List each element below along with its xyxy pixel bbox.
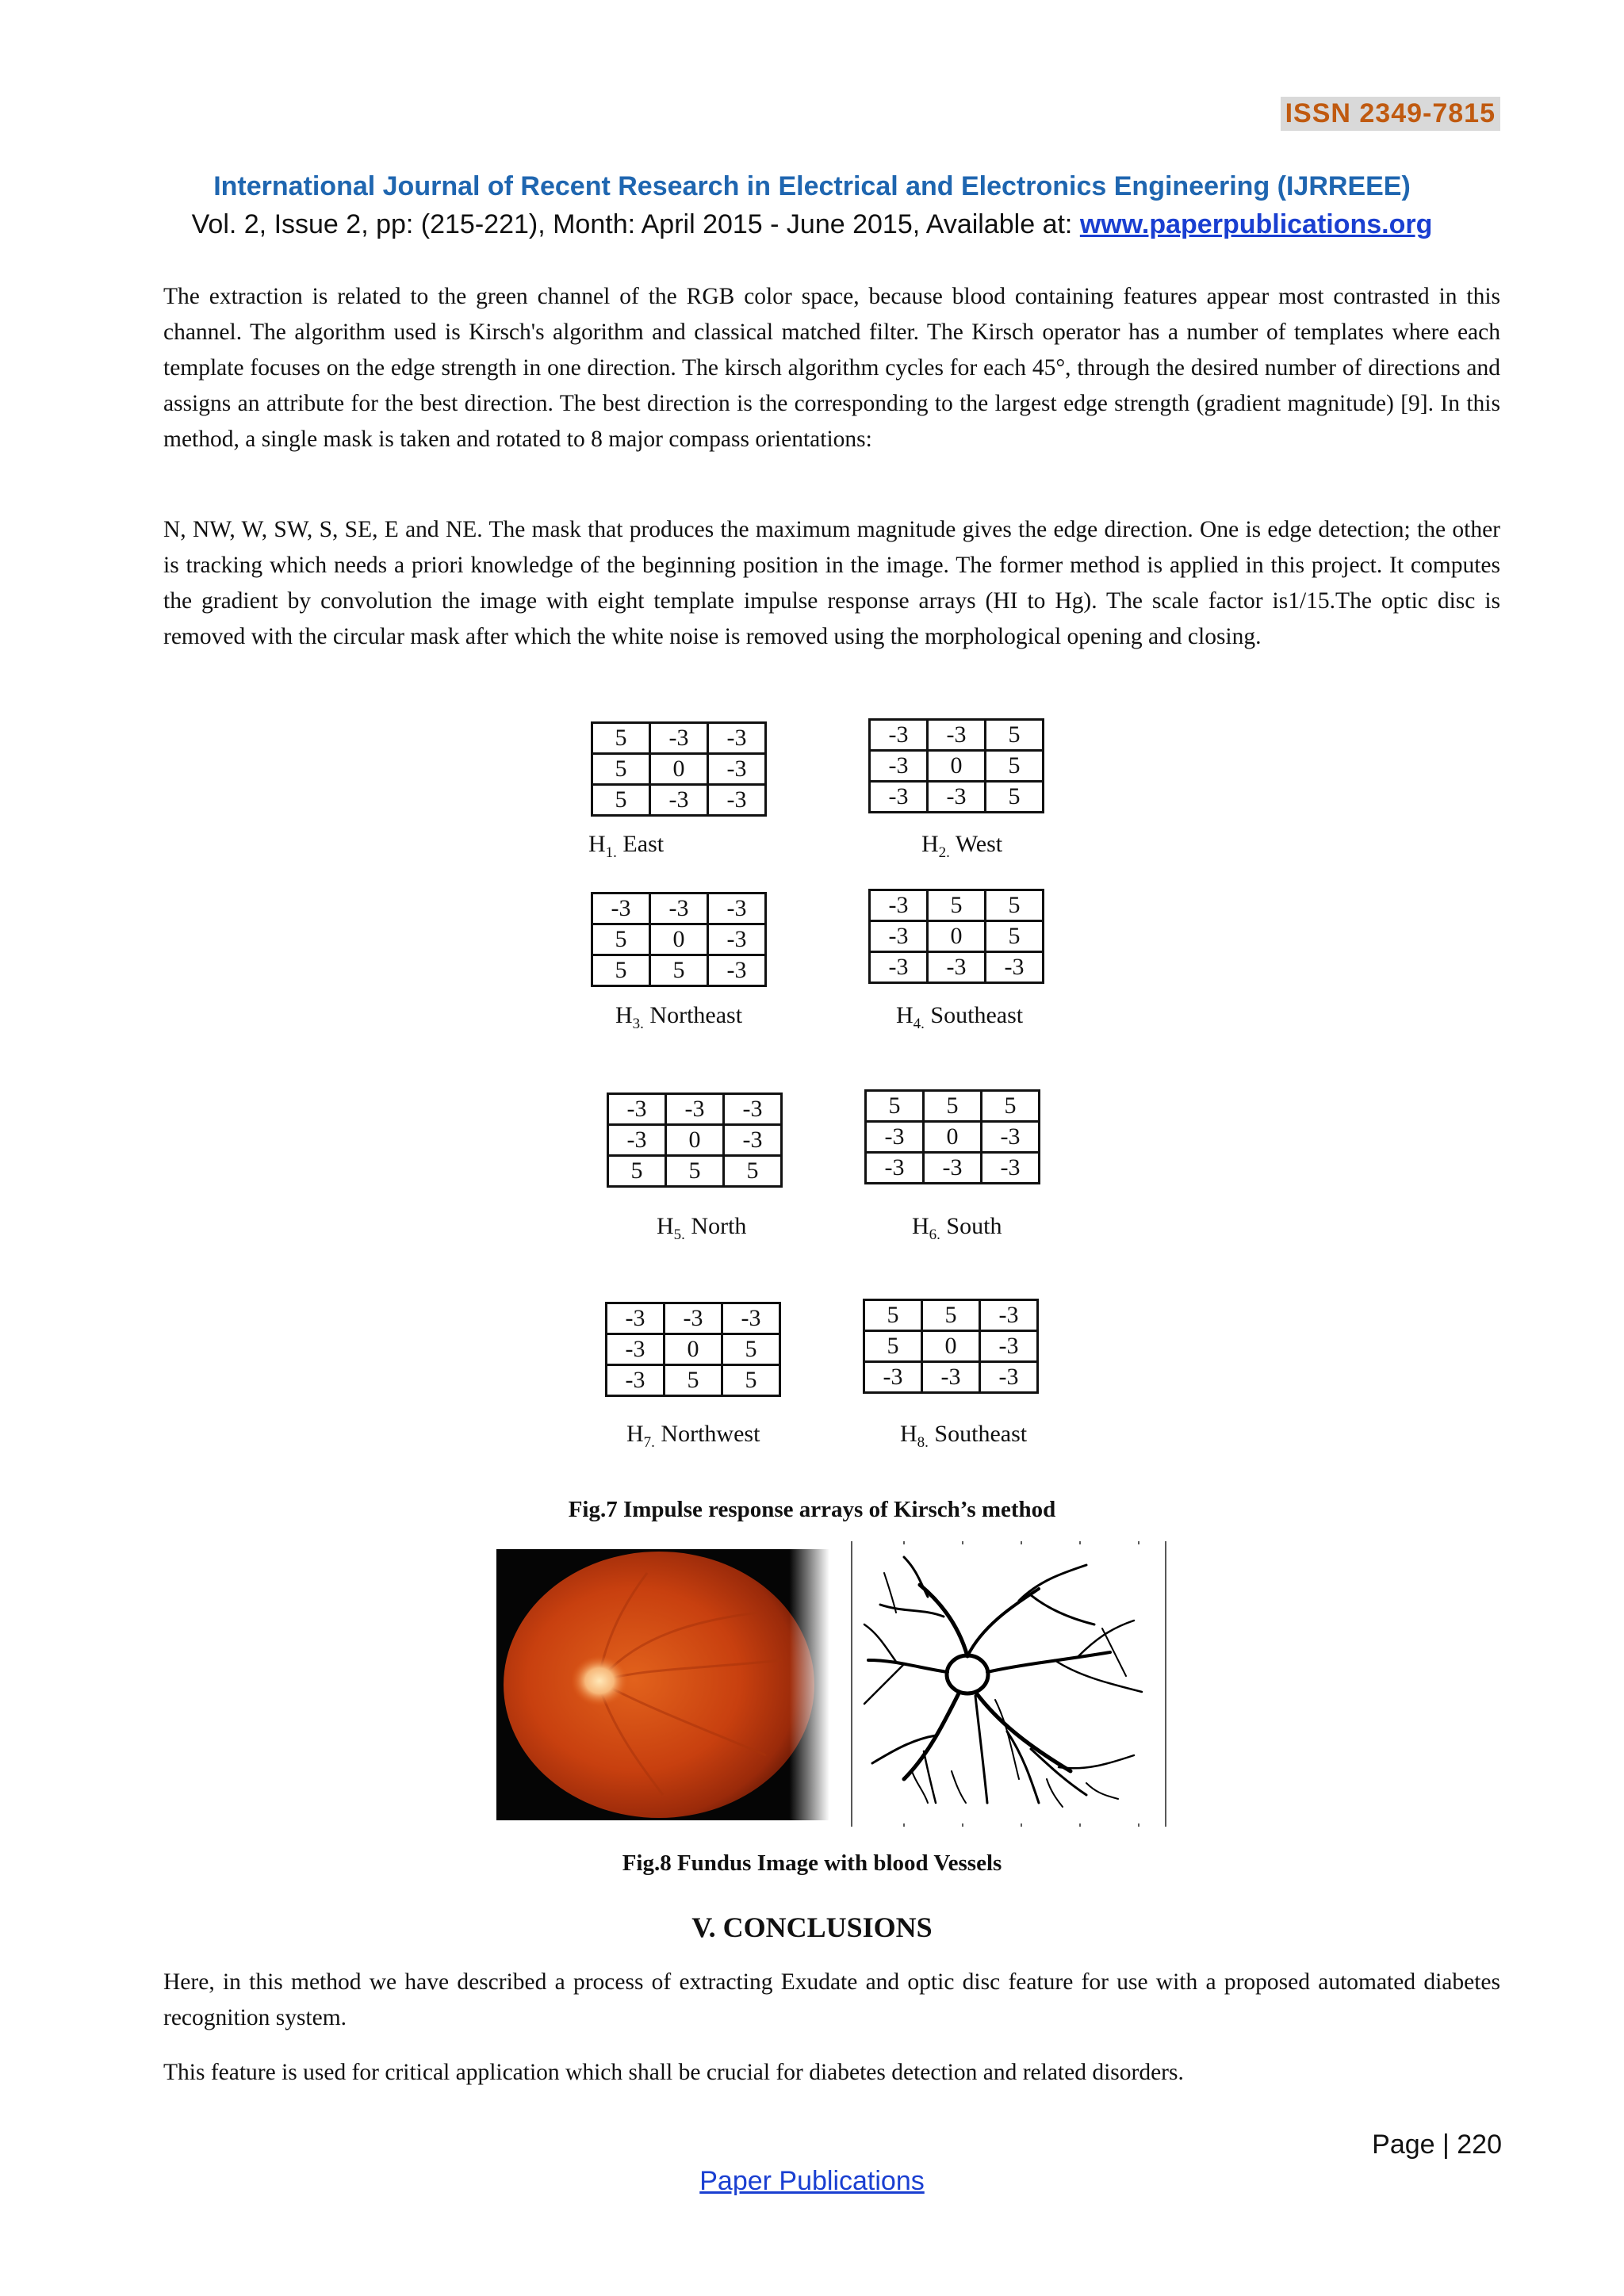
kirsch-mask-8 xyxy=(863,1299,1039,1394)
kirsch-mask-cell: 0 xyxy=(650,754,708,785)
kirsch-mask-cell: 5 xyxy=(650,955,708,986)
kirsch-caption-symbol: H xyxy=(615,1002,633,1028)
kirsch-mask-cell: -3 xyxy=(870,751,928,782)
kirsch-mask-cell: 5 xyxy=(722,1365,780,1396)
kirsch-mask-cell: 5 xyxy=(982,1091,1040,1122)
kirsch-mask-cell: -3 xyxy=(982,1153,1040,1184)
blood-vessel-segmentation-image xyxy=(848,1541,1169,1827)
kirsch-mask-cell: -3 xyxy=(928,720,986,751)
kirsch-caption-direction: South xyxy=(940,1213,1002,1239)
kirsch-mask-cell: 5 xyxy=(608,1156,666,1187)
kirsch-mask-table xyxy=(591,721,767,817)
kirsch-mask-cell: 5 xyxy=(986,782,1044,813)
kirsch-mask-cell: 0 xyxy=(666,1125,724,1156)
kirsch-mask-7 xyxy=(605,1302,781,1397)
kirsch-caption-index: 1. xyxy=(605,844,617,861)
kirsch-caption-symbol: H xyxy=(900,1421,917,1447)
kirsch-mask-cell: -3 xyxy=(708,785,766,816)
kirsch-caption-direction: East xyxy=(616,831,665,857)
kirsch-mask-cell: -3 xyxy=(924,1153,982,1184)
kirsch-caption-index: 3. xyxy=(632,1016,644,1032)
kirsch-mask-row xyxy=(870,751,1044,782)
kirsch-mask-table xyxy=(868,718,1044,813)
kirsch-mask-row xyxy=(607,1365,780,1396)
kirsch-mask-cell: -3 xyxy=(708,723,766,754)
kirsch-mask-cell: 5 xyxy=(928,890,986,921)
kirsch-mask-cell: -3 xyxy=(607,1365,665,1396)
kirsch-mask-cell: -3 xyxy=(870,720,928,751)
kirsch-mask-table xyxy=(591,892,767,987)
kirsch-mask-cell: -3 xyxy=(607,1334,665,1365)
kirsch-mask-caption-4 xyxy=(896,1002,1023,1033)
kirsch-mask-cell: 5 xyxy=(592,723,650,754)
kirsch-mask-row xyxy=(592,955,766,986)
journal-website-link[interactable]: www.paperpublications.org xyxy=(1079,209,1433,239)
kirsch-mask-row xyxy=(592,754,766,785)
kirsch-caption-symbol: H xyxy=(896,1002,914,1028)
kirsch-mask-cell: -3 xyxy=(928,782,986,813)
kirsch-mask-row xyxy=(864,1331,1038,1362)
kirsch-mask-cell: 5 xyxy=(864,1300,922,1331)
issn-badge: ISSN 2349-7815 xyxy=(1281,97,1500,131)
kirsch-mask-cell: -3 xyxy=(708,924,766,955)
kirsch-mask-cell: 0 xyxy=(650,924,708,955)
journal-info-text: Vol. 2, Issue 2, pp: (215-221), Month: April 2015 - June 2015, Available at: xyxy=(191,209,1080,239)
kirsch-caption-index: 5. xyxy=(673,1226,685,1243)
kirsch-caption-direction: North xyxy=(684,1213,747,1239)
kirsch-mask-cell: -3 xyxy=(592,894,650,924)
kirsch-mask-caption-5 xyxy=(657,1213,746,1244)
kirsch-mask-cell: -3 xyxy=(607,1303,665,1334)
kirsch-mask-row xyxy=(870,952,1044,983)
kirsch-mask-cell: -3 xyxy=(724,1094,782,1125)
kirsch-mask-row xyxy=(592,894,766,924)
journal-info xyxy=(0,209,1624,240)
figure-7-caption: Fig.7 Impulse response arrays of Kirsch’s method xyxy=(568,1497,1056,1522)
kirsch-caption-direction: West xyxy=(949,831,1003,857)
kirsch-mask-row xyxy=(592,723,766,754)
kirsch-mask-cell: 5 xyxy=(866,1091,924,1122)
kirsch-mask-cell: -3 xyxy=(928,952,986,983)
kirsch-caption-direction: Southeast xyxy=(924,1002,1024,1028)
kirsch-mask-cell: -3 xyxy=(870,921,928,952)
kirsch-mask-cell: -3 xyxy=(980,1331,1038,1362)
kirsch-mask-cell: -3 xyxy=(980,1300,1038,1331)
kirsch-mask-1 xyxy=(591,721,767,817)
conclusion-paragraph-1: Here, in this method we have described a process of extracting Exudate and optic disc feature for use with a proposed automated diabetes recognition system. xyxy=(163,1969,1500,2030)
kirsch-caption-index: 7. xyxy=(643,1434,655,1451)
kirsch-mask-caption-2 xyxy=(921,831,1002,862)
journal-title: International Journal of Recent Research in Electrical and Electronics Engineering (IJRREEE) xyxy=(213,171,1411,201)
kirsch-mask-cell: -3 xyxy=(708,754,766,785)
kirsch-mask-table xyxy=(864,1089,1040,1184)
kirsch-mask-cell: -3 xyxy=(922,1362,980,1393)
kirsch-mask-cell: 0 xyxy=(665,1334,722,1365)
figure-8-caption: Fig.8 Fundus Image with blood Vessels xyxy=(622,1850,1002,1876)
kirsch-mask-cell: 5 xyxy=(665,1365,722,1396)
kirsch-mask-cell: -3 xyxy=(870,890,928,921)
kirsch-mask-4 xyxy=(868,889,1044,984)
kirsch-caption-direction: Northwest xyxy=(654,1421,760,1447)
kirsch-mask-cell: 0 xyxy=(924,1122,982,1153)
kirsch-mask-cell: -3 xyxy=(650,894,708,924)
kirsch-caption-symbol: H xyxy=(626,1421,644,1447)
kirsch-mask-3 xyxy=(591,892,767,987)
kirsch-mask-row xyxy=(866,1153,1040,1184)
kirsch-mask-row xyxy=(592,785,766,816)
kirsch-mask-row xyxy=(866,1122,1040,1153)
kirsch-caption-index: 6. xyxy=(929,1226,940,1243)
kirsch-mask-cell: -3 xyxy=(708,955,766,986)
kirsch-mask-table xyxy=(863,1299,1039,1394)
kirsch-mask-row xyxy=(870,720,1044,751)
kirsch-mask-cell: -3 xyxy=(665,1303,722,1334)
kirsch-mask-cell: 5 xyxy=(986,890,1044,921)
kirsch-mask-cell: -3 xyxy=(980,1362,1038,1393)
kirsch-mask-cell: -3 xyxy=(982,1122,1040,1153)
kirsch-mask-6 xyxy=(864,1089,1040,1184)
kirsch-caption-index: 8. xyxy=(917,1434,929,1451)
kirsch-caption-symbol: H xyxy=(588,831,606,857)
kirsch-mask-caption-1 xyxy=(588,831,664,862)
kirsch-mask-cell: 0 xyxy=(928,751,986,782)
kirsch-mask-row xyxy=(864,1362,1038,1393)
kirsch-mask-row xyxy=(870,782,1044,813)
kirsch-mask-row xyxy=(607,1303,780,1334)
kirsch-mask-cell: 5 xyxy=(922,1300,980,1331)
fundus-image xyxy=(496,1549,829,1820)
kirsch-caption-symbol: H xyxy=(921,831,939,857)
kirsch-mask-row xyxy=(607,1334,780,1365)
conclusion-paragraph-2: This feature is used for critical application which shall be crucial for diabetes detection and related disorders. xyxy=(163,2060,1184,2085)
kirsch-mask-cell: -3 xyxy=(708,894,766,924)
kirsch-mask-cell: 0 xyxy=(922,1331,980,1362)
kirsch-mask-cell: -3 xyxy=(722,1303,780,1334)
kirsch-caption-index: 4. xyxy=(913,1016,925,1032)
kirsch-mask-cell: 0 xyxy=(928,921,986,952)
kirsch-caption-direction: Northeast xyxy=(643,1002,743,1028)
kirsch-mask-cell: 5 xyxy=(592,754,650,785)
kirsch-mask-cell: -3 xyxy=(724,1125,782,1156)
kirsch-mask-row xyxy=(870,890,1044,921)
kirsch-mask-cell: 5 xyxy=(722,1334,780,1365)
kirsch-mask-cell: -3 xyxy=(870,952,928,983)
kirsch-mask-row xyxy=(870,921,1044,952)
kirsch-mask-cell: -3 xyxy=(608,1094,666,1125)
kirsch-mask-cell: 5 xyxy=(986,921,1044,952)
kirsch-mask-cell: 5 xyxy=(864,1331,922,1362)
kirsch-mask-cell: 5 xyxy=(592,785,650,816)
kirsch-mask-table xyxy=(605,1302,781,1397)
page-number: Page | 220 xyxy=(1372,2130,1502,2160)
kirsch-mask-row xyxy=(864,1300,1038,1331)
kirsch-mask-cell: -3 xyxy=(870,782,928,813)
kirsch-caption-index: 2. xyxy=(938,844,950,861)
kirsch-mask-5 xyxy=(607,1093,783,1188)
kirsch-mask-cell: -3 xyxy=(666,1094,724,1125)
kirsch-mask-cell: -3 xyxy=(866,1153,924,1184)
kirsch-mask-cell: 5 xyxy=(666,1156,724,1187)
kirsch-mask-caption-7 xyxy=(626,1421,760,1452)
kirsch-masks-figure xyxy=(555,714,1094,1475)
kirsch-mask-caption-8 xyxy=(900,1421,1027,1452)
kirsch-mask-cell: -3 xyxy=(608,1125,666,1156)
section-heading-conclusions: V. CONCLUSIONS xyxy=(691,1911,933,1943)
body-paragraph-2: N, NW, W, SW, S, SE, E and NE. The mask that produces the maximum magnitude gives the edge direction. One is edge detection; the other is tracking which needs a priori knowledge of the beginning position in the image. The former method is applied in this project. It computes the gradient by convolution the image with eight template impulse response arrays (HI to Hg). The scale factor is1/15.The optic disc is removed with the circular mask after which the white noise is removed using the morphological opening and closing. xyxy=(163,517,1500,649)
kirsch-mask-2 xyxy=(868,718,1044,813)
kirsch-mask-table xyxy=(868,889,1044,984)
kirsch-caption-direction: Southeast xyxy=(928,1421,1028,1447)
kirsch-mask-cell: -3 xyxy=(650,785,708,816)
kirsch-mask-row xyxy=(866,1091,1040,1122)
kirsch-mask-cell: 5 xyxy=(724,1156,782,1187)
kirsch-mask-row xyxy=(608,1125,782,1156)
kirsch-mask-cell: 5 xyxy=(592,924,650,955)
kirsch-mask-cell: 5 xyxy=(592,955,650,986)
kirsch-mask-row xyxy=(608,1094,782,1125)
kirsch-mask-cell: 5 xyxy=(924,1091,982,1122)
kirsch-mask-cell: -3 xyxy=(864,1362,922,1393)
kirsch-mask-row xyxy=(592,924,766,955)
kirsch-mask-row xyxy=(608,1156,782,1187)
kirsch-caption-symbol: H xyxy=(912,1213,929,1239)
body-paragraph-1: The extraction is related to the green channel of the RGB color space, because blood containing features appear most contrasted in this channel. The algorithm used is Kirsch's algorithm and classical matched filter. The Kirsch operator has a number of templates where each template focuses on the edge strength in one direction. The kirsch algorithm cycles for each 45°, through the desired number of directions and assigns an attribute for the best direction. The best direction is the corresponding to the largest edge strength (gradient magnitude) [9]. In this method, a single mask is taken and rotated to 8 major compass orientations: xyxy=(163,284,1500,452)
kirsch-mask-cell: -3 xyxy=(986,952,1044,983)
kirsch-mask-table xyxy=(607,1093,783,1188)
kirsch-caption-symbol: H xyxy=(657,1213,674,1239)
kirsch-mask-caption-3 xyxy=(615,1002,742,1033)
publisher-link[interactable]: Paper Publications xyxy=(699,2166,925,2196)
kirsch-mask-caption-6 xyxy=(912,1213,1002,1244)
kirsch-mask-cell: 5 xyxy=(986,751,1044,782)
kirsch-mask-cell: 5 xyxy=(986,720,1044,751)
kirsch-mask-cell: -3 xyxy=(650,723,708,754)
kirsch-mask-cell: -3 xyxy=(866,1122,924,1153)
